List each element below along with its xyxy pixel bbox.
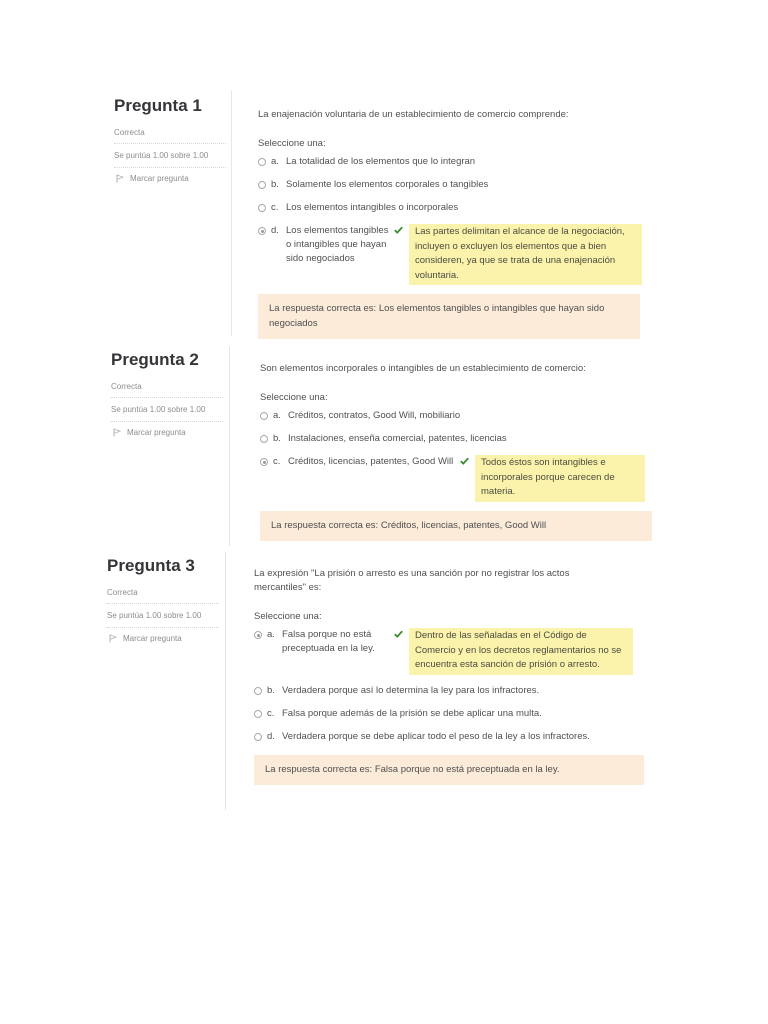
question-content [260,362,652,541]
option-text: La totalidad de los elementos que lo integran [286,156,476,167]
radio-button[interactable] [254,687,262,695]
answer-option-a[interactable] [254,628,644,675]
flag-question-label: Marcar pregunta [127,428,186,437]
select-prompt: Seleccione una: [260,392,328,403]
answer-option-c[interactable] [254,707,644,721]
option-letter: b. [271,179,279,190]
flag-question-button[interactable] [114,174,226,183]
option-text: Créditos, licencias, patentes, Good Will [288,456,454,467]
question-state: Correcta [114,128,226,144]
option-letter: c. [267,707,275,719]
question-state: Correcta [107,588,219,604]
question-info [114,96,226,183]
answer-option-b[interactable] [254,684,644,698]
question-info [107,556,219,643]
question-grade: Se puntúa 1.00 sobre 1.00 [114,150,226,168]
question-title-word: Pregunta [107,556,181,575]
correct-check-icon [460,457,469,465]
radio-button[interactable] [258,204,266,212]
radio-button-selected[interactable] [258,227,266,235]
option-text: Falsa porque no está preceptuada en la ley. [282,629,375,654]
question-text: La enajenación voluntaria de un establecimiento de comercio comprende: [258,109,569,120]
question-number: 1 [192,96,202,115]
option-letter: a. [273,410,281,421]
answer-option-b[interactable] [260,432,652,446]
radio-button[interactable] [258,158,266,166]
option-text: Verdadera porque se debe aplicar todo el peso de la ley a los infractores. [282,730,590,742]
flag-icon [109,634,117,643]
option-letter: d. [267,730,275,742]
question-title-word: Pregunta [114,96,188,115]
option-text: Verdadera porque así lo determina la ley para los infractores. [282,684,540,696]
option-text: Créditos, contratos, Good Will, mobiliario [288,410,461,421]
radio-button-selected[interactable] [254,631,262,639]
radio-button[interactable] [258,181,266,189]
option-letter: d. [271,225,279,236]
radio-button[interactable] [260,412,268,420]
question-state: Correcta [111,382,223,398]
question-content [258,108,642,339]
question-content [254,567,644,785]
question-title-word: Pregunta [111,350,185,369]
option-text: Los elementos tangibles o intangibles que hayan sido negociados [286,225,389,264]
correct-answer-box: La respuesta correcta es: Falsa porque no está preceptuada en la ley. [254,755,644,786]
option-text: Solamente los elementos corporales o tangibles [286,179,489,190]
question-grade: Se puntúa 1.00 sobre 1.00 [107,610,219,628]
answer-option-d[interactable] [254,730,644,744]
option-text: Instalaciones, enseña comercial, patentes, licencias [288,433,507,444]
correct-answer-box: La respuesta correcta es: Créditos, licencias, patentes, Good Will [260,511,652,542]
option-text: Falsa porque además de la prisión se debe aplicar una multa. [282,707,542,719]
select-prompt: Seleccione una: [258,138,326,149]
answer-option-d[interactable] [258,224,642,285]
column-divider [229,346,230,546]
question-text: La expresión "La prisión o arresto es una sanción por no registrar los actos mercantiles" es: [254,568,570,593]
answer-option-c[interactable] [258,201,642,215]
flag-question-label: Marcar pregunta [123,634,182,643]
flag-icon [113,428,121,437]
question-title [114,96,226,116]
option-letter: c. [273,456,281,467]
radio-button[interactable] [260,435,268,443]
correct-check-icon [394,630,403,638]
question-text: Son elementos incorporales o intangibles de un establecimiento de comercio: [260,363,586,374]
flag-question-button[interactable] [111,428,223,437]
answer-option-c[interactable] [260,455,652,502]
option-text: Los elementos intangibles o incorporales [286,202,459,213]
answer-feedback: Todos éstos son intangibles e incorporales porque carecen de materia. [475,455,645,502]
column-divider [225,552,226,810]
correct-answer-box: La respuesta correcta es: Los elementos tangibles o intangibles que hayan sido negociados [258,294,640,339]
option-letter: c. [271,202,279,213]
radio-button-selected[interactable] [260,458,268,466]
answer-feedback: Las partes delimitan el alcance de la negociación, incluyen o excluyen los elementos que a bien consideren, ya que se trata de una enajenación voluntaria. [409,224,642,285]
correct-check-icon [394,226,403,234]
flag-question-button[interactable] [107,634,219,643]
question-info [111,350,223,437]
option-letter: a. [267,629,275,640]
question-grade: Se puntúa 1.00 sobre 1.00 [111,404,223,422]
option-letter: b. [267,684,275,696]
option-letter: b. [273,433,281,444]
question-number: 2 [189,350,199,369]
radio-button[interactable] [254,710,262,718]
radio-button[interactable] [254,733,262,741]
answer-feedback: Dentro de las señaladas en el Código de Comercio y en los decretos reglamentarios no se encuentra esta sanción de prisión o arresto. [409,628,633,675]
question-title [111,350,223,370]
column-divider [231,90,232,336]
flag-question-label: Marcar pregunta [130,174,189,183]
answer-option-a[interactable] [260,409,652,423]
flag-icon [116,174,124,183]
option-letter: a. [271,156,279,167]
question-title [107,556,219,576]
select-prompt: Seleccione una: [254,611,322,622]
answer-option-a[interactable] [258,155,642,169]
question-number: 3 [185,556,195,575]
answer-option-b[interactable] [258,178,642,192]
